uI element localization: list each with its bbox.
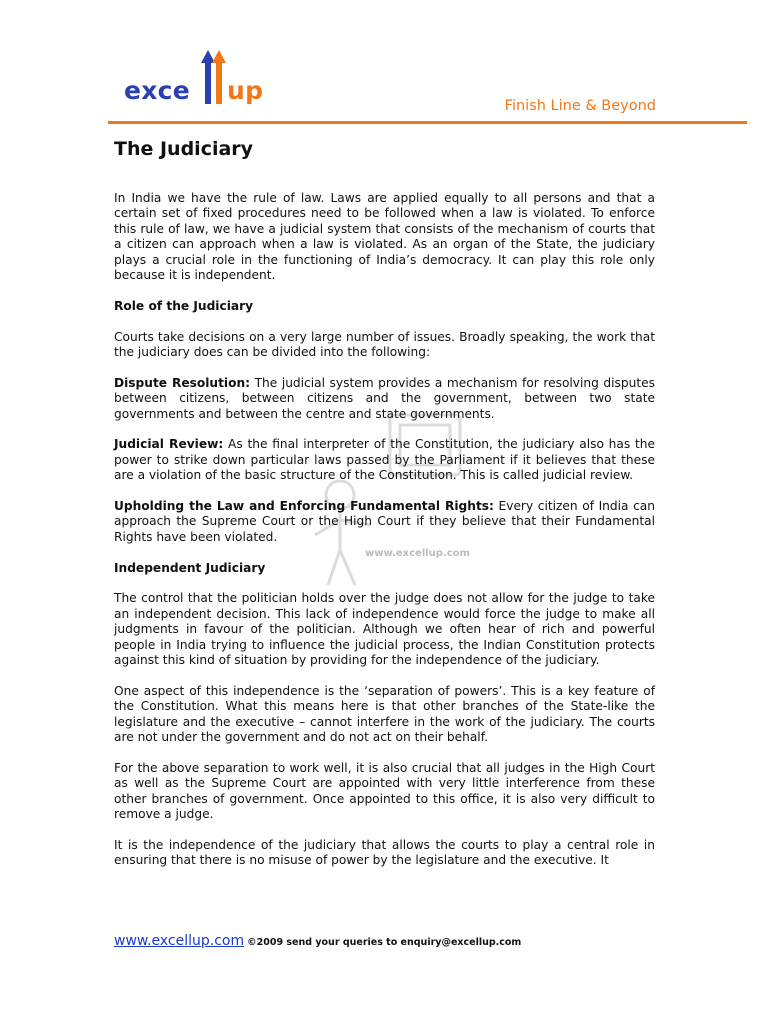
footer-link[interactable]: www.excellup.com bbox=[114, 933, 245, 949]
logo-arrows-icon bbox=[201, 50, 227, 104]
article-body bbox=[114, 137, 655, 869]
item-label: Dispute Resolution: bbox=[114, 375, 251, 390]
logo-text-exce: exce bbox=[124, 76, 191, 105]
footer-copyright: ©2009 send your queries to enquiry@excellup.com bbox=[247, 937, 522, 948]
role-intro-paragraph: Courts take decisions on a very large number of issues. Broadly speaking, the work that the judiciary does can be divided into the following: bbox=[114, 329, 655, 360]
item-label: Judicial Review: bbox=[114, 437, 224, 452]
item-text: As the final interpreter of the Constitution, the judiciary also has the power to strike down particular laws passed by the Parliament if it believes that these are a violation of the basic structure of the Constitution. This is called judicial review. bbox=[114, 437, 655, 483]
footer bbox=[114, 933, 521, 949]
item-judicial-review bbox=[114, 437, 655, 483]
item-label: Upholding the Law and Enforcing Fundamental Rights: bbox=[114, 499, 494, 514]
paragraph: It is the independence of the judiciary that allows the courts to play a central role in ensuring that there is no misuse of power by the legislature and the executive. It bbox=[114, 837, 655, 868]
page-title: The Judiciary bbox=[114, 138, 254, 160]
item-fundamental-rights bbox=[114, 499, 655, 545]
logo-text-up: up bbox=[227, 76, 264, 105]
tagline: Finish Line & Beyond bbox=[504, 98, 656, 114]
intro-paragraph: In India we have the rule of law. Laws are applied equally to all persons and that a certain set of fixed procedures need to be followed when a law is violated. To enforce this rule of law, we have a judicial system that consists of the mechanism of courts that a citizen can approach when a law is violated. As an organ of the State, the judiciary plays a crucial role in the functioning of India’s democracy. It can play this role only because it is independent. bbox=[114, 191, 655, 283]
item-text: The judicial system provides a mechanism for resolving disputes between citizens, between citizens and the government, between two state governments and between the centre and state governments. bbox=[114, 375, 655, 421]
section-heading-role: Role of the Judiciary bbox=[114, 298, 254, 313]
header-divider bbox=[108, 121, 747, 124]
paragraph: The control that the politician holds over the judge does not allow for the judge to take an independent decision. This lack of independence would force the judge to make all judgments in favour of the politician. Although we often hear of rich and powerful people in India trying to influence the judicial process, the Indian Constitution protects against this kind of situation by providing for the independence of the judiciary. bbox=[114, 591, 655, 668]
watermark-text: www.excellup.com bbox=[365, 548, 470, 559]
paragraph: For the above separation to work well, it is also crucial that all judges in the High Court as well as the Supreme Court are appointed with very little interference from these other branches of government. Once appointed to this office, it is also very difficult to remove a judge. bbox=[114, 760, 655, 822]
section-heading-independent: Independent Judiciary bbox=[114, 560, 266, 575]
excellup-logo bbox=[124, 46, 274, 104]
item-text: Every citizen of India can approach the Supreme Court or the High Court if they believe that their Fundamental Rights have been violated. bbox=[114, 499, 655, 544]
item-dispute-resolution bbox=[114, 376, 655, 422]
paragraph: One aspect of this independence is the ‘separation of powers’. This is a key feature of the Constitution. What this means here is that other branches of the State-like the legislature and the executive – cannot interfere in the work of the judiciary. The courts are not under the government and do not act on their behalf. bbox=[114, 683, 655, 745]
